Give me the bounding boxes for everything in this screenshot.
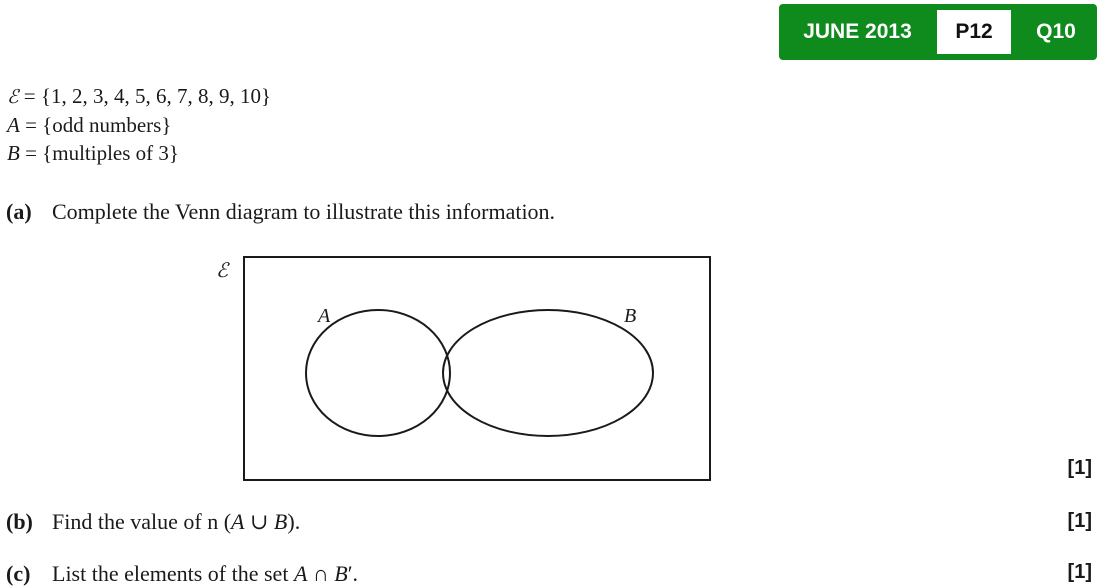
question-badge (779, 4, 1097, 60)
exam-date: JUNE 2013 (803, 20, 912, 43)
question-c-set-b: B (334, 561, 348, 586)
set-a-symbol: A (7, 113, 20, 137)
question-c-set-a: A (293, 561, 308, 586)
marks-a: [1] (1067, 457, 1092, 479)
venn-set-b-label: B (624, 305, 637, 327)
set-definitions (7, 82, 271, 167)
intersection-operator: ∩ (307, 561, 335, 586)
question-a-label: (a) (6, 199, 32, 224)
universal-set-symbol: ℰ (7, 86, 19, 108)
universal-set-rectangle[interactable] (244, 257, 710, 480)
question-a-text: Complete the Venn diagram to illustrate this information. (52, 199, 556, 224)
question-b-text-end: ). (287, 509, 301, 534)
question-c-label: (c) (6, 561, 31, 586)
set-a-elements: = {odd numbers} (19, 113, 172, 137)
universal-set-definition (7, 82, 271, 111)
venn-set-a-label: A (318, 305, 331, 327)
set-b-ellipse[interactable] (443, 310, 653, 436)
set-b-definition (7, 139, 271, 167)
question-c-text-end: ′. (347, 561, 359, 586)
set-a-definition (7, 111, 271, 139)
question-b-set-a: A (231, 509, 245, 534)
set-a-ellipse[interactable] (306, 310, 450, 436)
question-b-text: Find the value of n ( (52, 509, 232, 534)
set-b-elements: = {multiples of 3} (19, 141, 179, 165)
question-b-set-b: B (273, 509, 288, 534)
universal-set-elements: = {1, 2, 3, 4, 5, 6, 7, 8, 9, 10} (18, 84, 272, 108)
question-c (6, 561, 358, 587)
question-c-text: List the elements of the set (52, 561, 294, 586)
question-b (6, 509, 300, 535)
set-b-symbol: B (7, 141, 20, 165)
marks-b: [1] (1067, 510, 1092, 532)
venn-universal-label: ℰ (216, 258, 229, 282)
union-operator: ∪ (244, 509, 274, 534)
question-b-label: (b) (6, 509, 33, 534)
paper-code: P12 (937, 10, 1011, 54)
question-number: Q10 (1036, 20, 1076, 43)
question-a (6, 199, 555, 225)
venn-diagram[interactable] (243, 256, 713, 482)
marks-c: [1] (1067, 561, 1092, 583)
